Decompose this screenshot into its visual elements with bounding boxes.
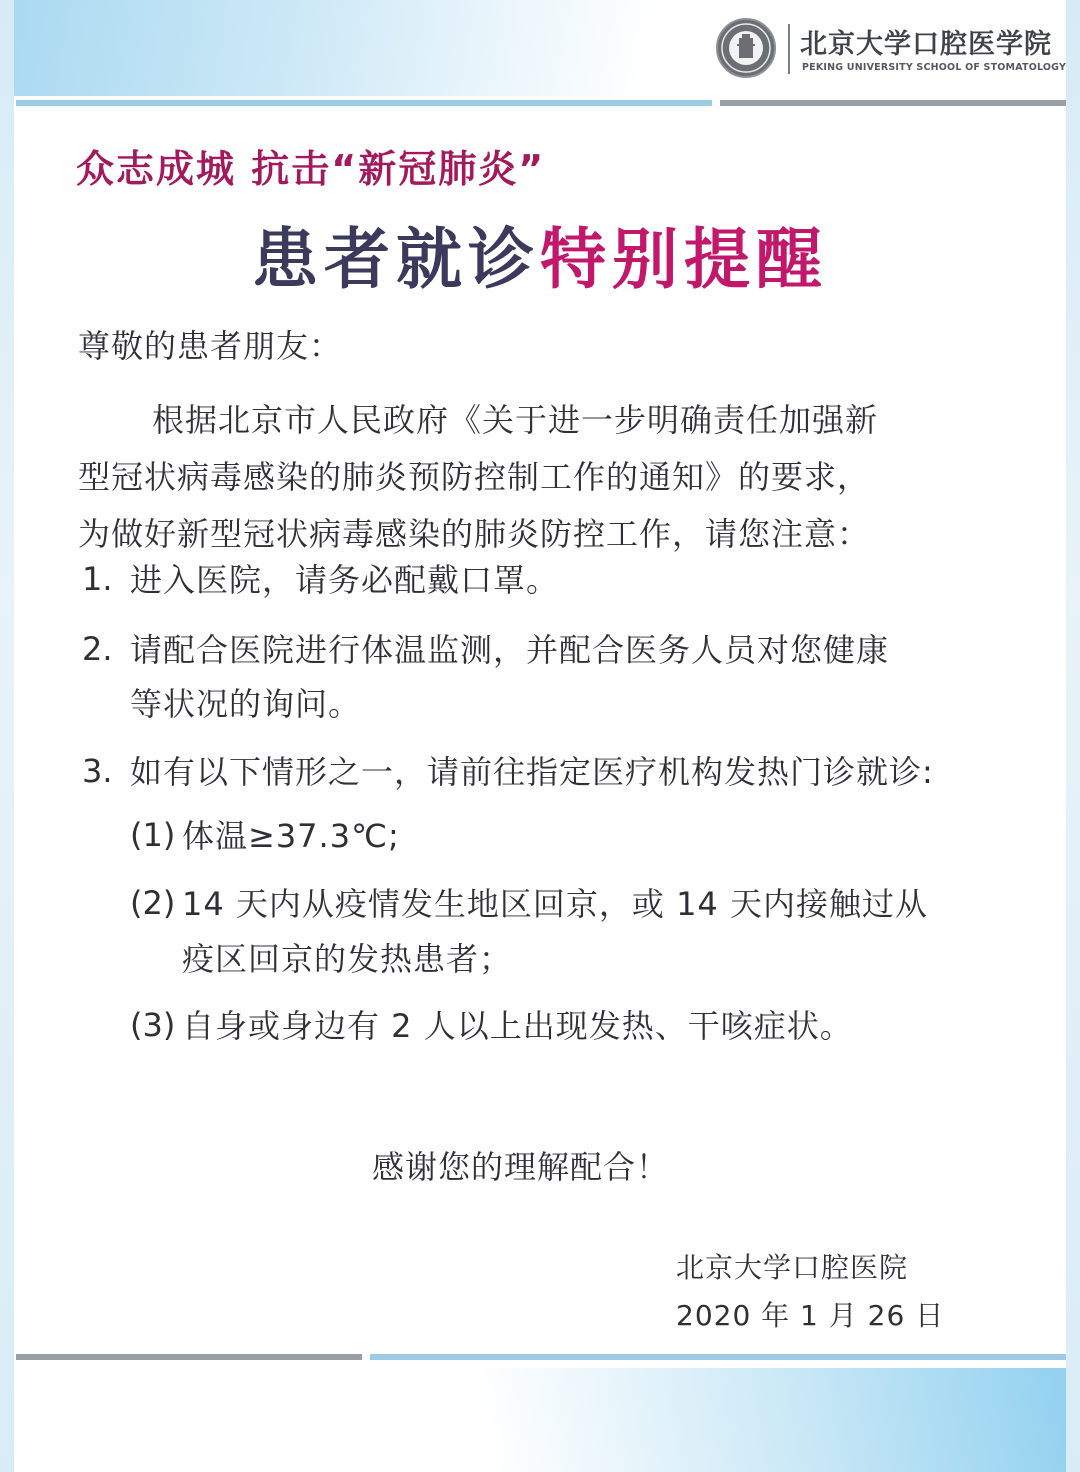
- title-part-1: 患者就诊: [252, 221, 540, 298]
- intro-line: 根据北京市人民政府《关于进一步明确责任加强新: [152, 401, 879, 439]
- bottom-rule-gray: [16, 1354, 362, 1360]
- title-part-2: 特别提醒: [540, 221, 828, 298]
- subitem-text: 自身或身边有 2 人以上出现发热、干咳症状。: [182, 1007, 853, 1045]
- top-rule-gray: [720, 100, 1066, 106]
- bottom-rule-blue: [370, 1354, 1066, 1360]
- intro-paragraph: [78, 392, 878, 563]
- logo-chinese-name: 北京大学口腔医学院: [800, 29, 1052, 60]
- subitem-text: 疫区回京的发热患者；: [182, 940, 513, 978]
- subitem-number: (2): [130, 884, 176, 922]
- intro-line: 型冠状病毒感染的肺炎预防控制工作的通知》的要求，: [78, 458, 871, 496]
- item-text: 请配合医院进行体温监测，并配合医务人员对您健康: [130, 631, 890, 669]
- page-title: [0, 206, 1080, 301]
- item-text: 如有以下情形之一，请前往指定医疗机构发热门诊就诊:: [130, 753, 934, 791]
- university-seal-icon: [716, 18, 776, 78]
- subitem-number: (3): [130, 1006, 176, 1044]
- bottom-decorative-band: [0, 1368, 1080, 1472]
- item-text: 进入医院，请务必配戴口罩。: [130, 561, 560, 599]
- signature-organization: 北京大学口腔医院: [676, 1251, 909, 1284]
- greeting: 尊敬的患者朋友：: [78, 327, 343, 365]
- thanks-message: 感谢您的理解配合！: [372, 1148, 670, 1186]
- item-number: 2.: [82, 630, 113, 668]
- top-rule-blue: [16, 100, 712, 106]
- subitem-text: 14 天内从疫情发生地区回京，或 14 天内接触过从: [182, 885, 928, 923]
- school-logo: [716, 18, 1067, 82]
- signature-date: 2020 年 1 月 26 日: [676, 1299, 945, 1332]
- item-text: 等状况的询问。: [130, 685, 362, 723]
- logo-divider: [788, 24, 790, 74]
- subitem-text: 体温≥37.3℃;: [182, 817, 400, 855]
- logo-english-name: PEKING UNIVERSITY SCHOOL OF STOMATOLOGY: [802, 62, 1067, 73]
- item-number: 1.: [82, 560, 113, 598]
- subitem-number: (1): [130, 816, 176, 854]
- item-number: 3.: [82, 752, 113, 790]
- slogan: 众志成城 抗击“新冠肺炎”: [76, 147, 546, 191]
- intro-line: 为做好新型冠状病毒感染的肺炎防控工作，请您注意：: [78, 515, 871, 553]
